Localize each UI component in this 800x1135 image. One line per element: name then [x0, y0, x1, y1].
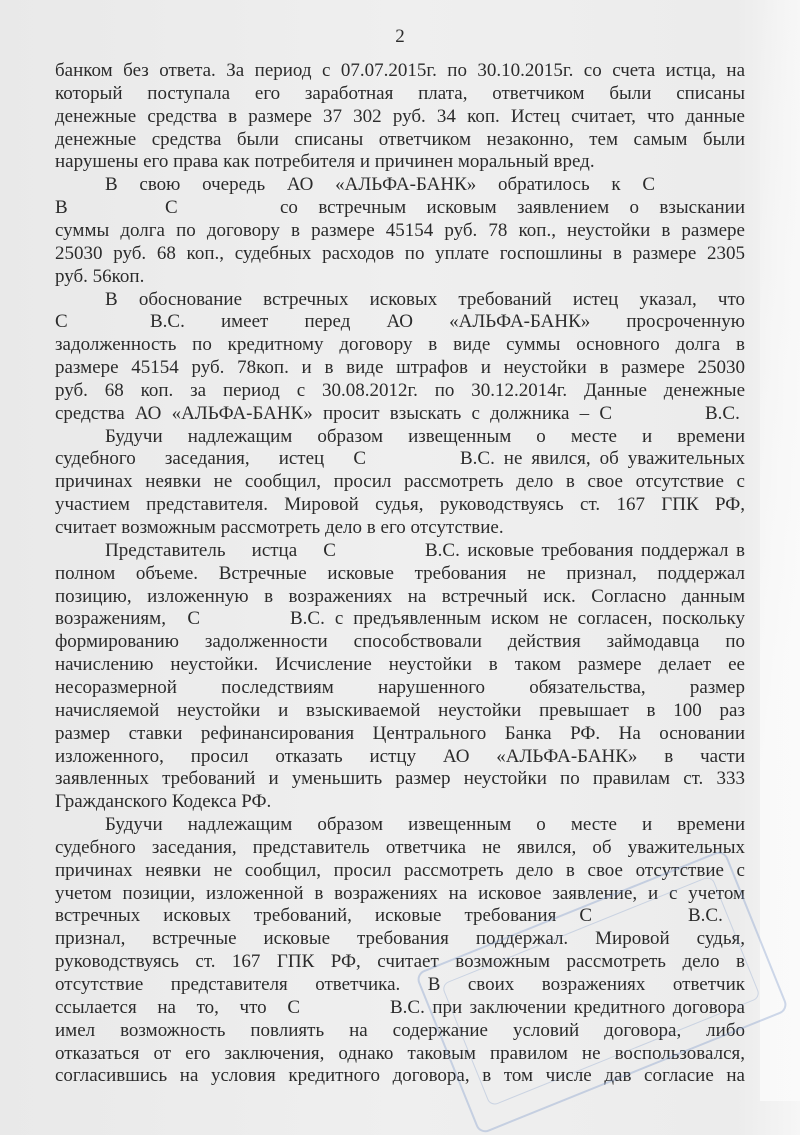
text-segment: причинах неявки не сообщил, просил рассмотреть дело в свое отсутствие с: [55, 471, 745, 493]
text-line: [0, 82, 800, 105]
text-line: [0, 379, 800, 402]
text-segment: В.С.: [688, 905, 723, 927]
text-segment: В.С. исковые требования поддержал в: [425, 539, 745, 561]
text-segment: считает возможным рассмотреть дело в его отсутствие.: [55, 517, 504, 538]
text-line: [0, 173, 800, 196]
text-segment: размере 45154 руб. 78коп. и в виде штрафов и неустойки в размере 25030: [55, 357, 745, 379]
text-segment: руб. 68 коп. за период с 30.08.2012г. по 30.12.2014г. Данные денежные: [55, 379, 745, 401]
text-segment: учетом позиции, изложенной в возражениях на исковое заявление, и с учетом: [55, 882, 745, 904]
text-line: [0, 676, 800, 699]
text-line: [0, 836, 800, 859]
page-number: 2: [395, 26, 405, 47]
text-line: [0, 333, 800, 356]
text-segment: ссылается на то, что С: [55, 996, 300, 1018]
text-segment: Представитель истца С: [105, 539, 336, 561]
text-line: [0, 722, 800, 745]
text-line: [0, 813, 800, 836]
text-line: [0, 242, 800, 265]
text-segment: В.С. имеет перед АО «АЛЬФА-БАНК» просроченную: [150, 311, 745, 333]
text-segment: В.С.: [705, 402, 740, 424]
text-segment: В.С. при заключении кредитного договора: [390, 996, 745, 1018]
text-segment: возражениям, С: [55, 608, 200, 630]
text-line: [0, 630, 800, 653]
text-line: [0, 150, 800, 173]
text-line: [0, 790, 800, 813]
text-segment: 25030 руб. 68 коп., судебных расходов по уплате госпошлины в размере 2305: [55, 242, 745, 264]
text-segment: нарушены его права как потребителя и причинен моральный вред.: [55, 151, 595, 173]
text-segment: денежные средства были списаны ответчиком незаконно, тем самым были: [55, 128, 745, 150]
text-segment: судебного заседания, представитель ответчика не явился, об уважительных: [55, 836, 745, 858]
text-segment: отсутствие представителя ответчика. В своих возражениях ответчик: [55, 974, 745, 995]
text-line: [0, 516, 800, 539]
text-segment: позицию, изложенную в возражениях на встречный иск. Согласно данным: [55, 585, 745, 607]
text-line: [0, 1064, 800, 1087]
text-segment: С: [165, 197, 178, 219]
text-segment: Будучи надлежащим образом извещенным о месте и времени: [105, 814, 745, 836]
text-line: [0, 219, 800, 242]
text-segment: участием представителя. Мировой судья, руководствуясь ст. 167 ГПК РФ,: [55, 494, 745, 516]
text-line: [0, 562, 800, 585]
text-segment: задолженность по кредитному договору в виде суммы основного долга в: [55, 334, 745, 356]
text-line: [0, 539, 800, 562]
text-segment: причинах неявки не сообщил, просил рассмотреть дело в свое отсутствие с: [55, 859, 745, 881]
text-segment: согласившись на условия кредитного договора, в том числе дав согласие на: [55, 1065, 745, 1087]
text-line: [0, 310, 800, 333]
text-line: [0, 265, 800, 288]
text-segment: В: [55, 197, 68, 219]
text-segment: руб. 56коп.: [55, 265, 145, 287]
text-segment: имел возможность повлиять на содержание условий договора, либо: [55, 1019, 745, 1041]
text-segment: С: [55, 311, 68, 333]
text-line: [0, 288, 800, 311]
text-line: [0, 356, 800, 379]
text-segment: заявленных требований и уменьшить размер неустойки по правилам ст. 333: [55, 768, 745, 790]
text-segment: несоразмерной последствиям нарушенного обязательства, размер: [55, 676, 745, 698]
text-line: [0, 402, 800, 425]
text-line: [0, 585, 800, 608]
text-line: [0, 767, 800, 790]
text-segment: банком без ответа. За период с 07.07.2015г. по 30.10.2015г. со счета истца, на: [55, 60, 745, 81]
text-line: [0, 607, 800, 630]
text-segment: начислению неустойки. Исчисление неустойки в таком размере делает ее: [55, 654, 745, 676]
text-segment: который поступала его заработная плата, ответчиком были списаны: [55, 82, 745, 104]
text-line: [0, 699, 800, 722]
text-line: [0, 196, 800, 219]
text-segment: формированию задолженности способствовали действия займодавца по: [55, 631, 745, 653]
text-segment: признал, встречные исковые требования поддержал. Мировой судья,: [55, 928, 745, 950]
text-segment: средства АО «АЛЬФА-БАНК» просит взыскать с должника – С: [55, 402, 612, 424]
text-segment: Гражданского Кодекса РФ.: [55, 791, 272, 813]
text-segment: начисляемой неустойки и взыскиваемой неустойки превышает в 100 раз: [55, 699, 745, 721]
text-segment: отказаться от его заключения, однако таковым правилом не воспользовался,: [55, 1042, 745, 1064]
text-segment: размер ставки рефинансирования Центрального Банка РФ. На основании: [55, 722, 745, 744]
text-segment: В обоснование встречных исковых требований истец указал, что: [105, 288, 745, 310]
text-segment: В.С. не явился, об уважительных: [460, 448, 745, 470]
text-line: [0, 59, 800, 82]
text-line: [0, 653, 800, 676]
text-line: [0, 447, 800, 470]
text-segment: руководствуясь ст. 167 ГПК РФ, считает возможным рассмотреть дело в: [55, 951, 745, 973]
text-line: [0, 470, 800, 493]
text-segment: судебного заседания, истец С: [55, 448, 366, 470]
text-line: [0, 425, 800, 448]
text-segment: В.С. с предъявленным иском не согласен, поскольку: [290, 608, 745, 630]
text-segment: полном объеме. Встречные исковые требования не признал, поддержал: [55, 562, 745, 584]
text-segment: встречных исковых требований, исковые требования С: [55, 905, 592, 927]
text-segment: В свою очередь АО «АЛЬФА-БАНК» обратилось к С: [105, 174, 655, 196]
text-segment: денежные средства в размере 37 302 руб. 34 коп. Истец считает, что данные: [55, 105, 745, 127]
text-line: [0, 493, 800, 516]
text-line: [0, 745, 800, 768]
text-line: [0, 105, 800, 128]
text-line: [0, 128, 800, 151]
text-segment: Будучи надлежащим образом извещенным о месте и времени: [105, 425, 745, 447]
text-segment: со встречным исковым заявлением о взыскании: [280, 197, 745, 219]
text-segment: суммы долга по договору в размере 45154 руб. 78 коп., неустойки в размере: [55, 219, 745, 241]
text-segment: изложенного, просил отказать истцу АО «АЛЬФА-БАНК» в части: [55, 745, 745, 767]
